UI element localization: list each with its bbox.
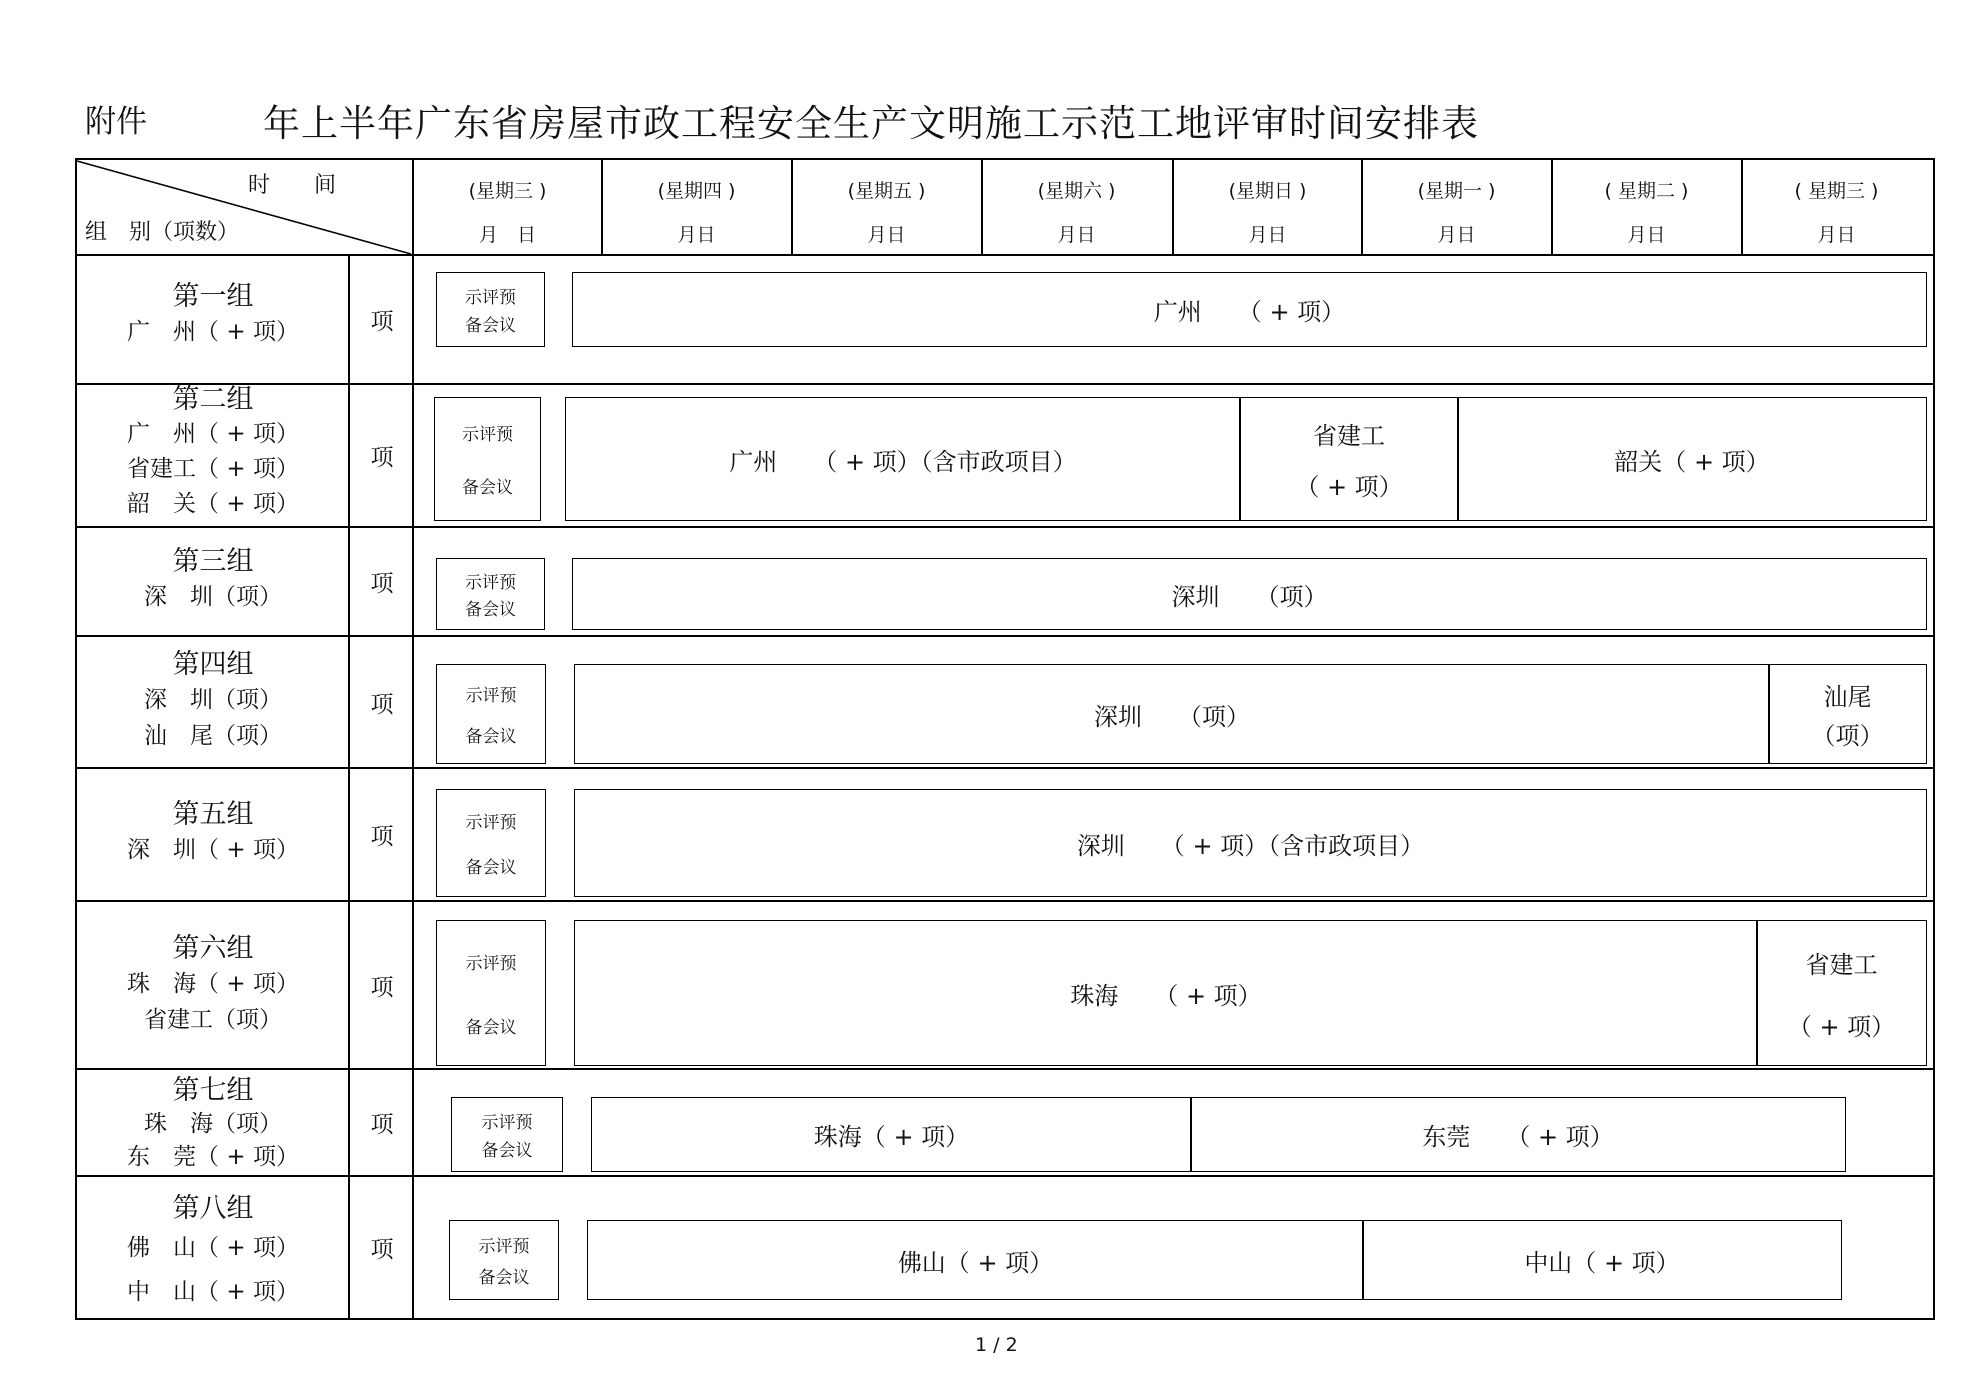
prep-meeting-line1: 示评预 bbox=[465, 686, 517, 706]
day-weekday: (星期日 ) bbox=[1228, 180, 1307, 202]
group-6-label bbox=[78, 932, 348, 1038]
segment-line2: （项） bbox=[1811, 722, 1884, 750]
group-2-label bbox=[78, 383, 348, 522]
day-column-7 bbox=[1552, 158, 1741, 255]
prep-meeting-line2: 备会议 bbox=[462, 478, 513, 498]
schedule-segment: 珠海 （ + 项） bbox=[574, 920, 1758, 1066]
group-name: 第四组 bbox=[172, 649, 254, 680]
day-date: 月日 bbox=[1627, 224, 1666, 246]
segment-line1: 汕尾 bbox=[1823, 683, 1872, 711]
prep-meeting bbox=[451, 1097, 563, 1172]
segment-line2: （ + 项） bbox=[1787, 1012, 1896, 1041]
prep-meeting-line2: 备会议 bbox=[465, 727, 517, 747]
day-weekday: (星期三 ) bbox=[468, 180, 547, 202]
group-count: 项 bbox=[370, 1112, 394, 1138]
group-sub: 佛 山（ + 项） bbox=[127, 1235, 299, 1261]
group-sub: 汕 尾（项） bbox=[144, 723, 282, 749]
schedule-segment: 佛山（ + 项） bbox=[587, 1220, 1364, 1300]
prep-meeting-line2: 备会议 bbox=[481, 1141, 533, 1162]
prep-meeting-line2: 备会议 bbox=[465, 600, 516, 620]
day-date: 月日 bbox=[1817, 224, 1856, 246]
prep-meeting bbox=[436, 558, 545, 630]
prep-meeting-line1: 示评预 bbox=[465, 573, 516, 593]
prep-meeting-line2: 备会议 bbox=[465, 1017, 517, 1038]
group-5-label bbox=[78, 798, 348, 868]
day-date: 月日 bbox=[867, 224, 906, 246]
page-number: 1 / 2 bbox=[975, 1334, 1018, 1356]
prep-meeting-line2: 备会议 bbox=[465, 316, 516, 337]
group-sub: 省建工（ + 项） bbox=[127, 456, 299, 482]
day-weekday: (星期六 ) bbox=[1037, 180, 1116, 202]
schedule-segment: 东莞 （ + 项） bbox=[1190, 1097, 1846, 1172]
day-weekday: ( 星期二 ) bbox=[1604, 180, 1689, 202]
day-date: 月日 bbox=[1057, 224, 1096, 246]
prep-meeting bbox=[436, 789, 546, 897]
group-sub: 珠 海（ + 项） bbox=[127, 971, 299, 997]
group-count: 项 bbox=[370, 571, 394, 597]
group-count: 项 bbox=[370, 691, 394, 718]
prep-meeting bbox=[436, 272, 545, 347]
day-column-1 bbox=[413, 158, 602, 255]
day-date: 月日 bbox=[677, 224, 716, 246]
group-name: 第二组 bbox=[172, 384, 254, 415]
group-count: 项 bbox=[370, 309, 394, 335]
day-weekday: (星期四 ) bbox=[657, 180, 736, 202]
day-column-3 bbox=[792, 158, 981, 255]
group-name: 第一组 bbox=[172, 281, 254, 312]
group-sub: 中 山（ + 项） bbox=[127, 1279, 299, 1305]
group-8-label bbox=[78, 1192, 348, 1314]
schedule-segment: 广州 （ + 项） bbox=[572, 272, 1927, 347]
group-sub: 广 州（ + 项） bbox=[127, 421, 299, 447]
group-count: 项 bbox=[370, 974, 394, 1001]
group-sub: 省建工（项） bbox=[144, 1007, 282, 1033]
prep-meeting bbox=[434, 397, 541, 521]
schedule-segment bbox=[1239, 397, 1459, 521]
prep-meeting-line1: 示评预 bbox=[465, 953, 517, 974]
schedule-segment: 韶关（ + 项） bbox=[1457, 397, 1927, 521]
prep-meeting-line2: 备会议 bbox=[465, 858, 517, 878]
prep-meeting bbox=[436, 920, 546, 1066]
day-weekday: (星期一 ) bbox=[1417, 180, 1496, 202]
group-count: 项 bbox=[370, 1237, 394, 1263]
group-4-label bbox=[78, 648, 348, 754]
schedule-segment bbox=[1756, 920, 1927, 1066]
header-time-label: 时 间 bbox=[248, 173, 337, 198]
page-title: 年上半年广东省房屋市政工程安全生产文明施工示范工地评审时间安排表 bbox=[263, 102, 1479, 145]
group-sub: 珠 海（项） bbox=[144, 1111, 282, 1137]
schedule-segment: 广州 （ + 项）（含市政项目） bbox=[565, 397, 1241, 521]
prep-meeting bbox=[449, 1220, 559, 1300]
schedule-segment: 深圳 （ + 项）（含市政项目） bbox=[574, 789, 1927, 897]
segment-line2: （ + 项） bbox=[1295, 473, 1403, 501]
segment-line1: 省建工 bbox=[1313, 422, 1385, 450]
group-name: 第八组 bbox=[172, 1193, 254, 1224]
group-name: 第五组 bbox=[172, 799, 254, 830]
prep-meeting bbox=[436, 664, 546, 764]
prep-meeting-line1: 示评预 bbox=[481, 1112, 533, 1133]
prep-meeting-line1: 示评预 bbox=[462, 425, 513, 445]
group-sub: 深 圳（项） bbox=[144, 687, 282, 713]
group-name: 第三组 bbox=[172, 546, 254, 577]
group-sub: 广 州（ + 项） bbox=[127, 319, 299, 345]
group-count: 项 bbox=[370, 824, 394, 850]
day-date: 月日 bbox=[1248, 224, 1287, 246]
group-1-label bbox=[78, 280, 348, 350]
day-column-2 bbox=[602, 158, 791, 255]
group-sub: 韶 关（ + 项） bbox=[127, 491, 299, 517]
day-column-5 bbox=[1173, 158, 1362, 255]
attachment-label: 附件 bbox=[85, 104, 147, 140]
day-weekday: (星期五 ) bbox=[847, 180, 926, 202]
day-weekday: ( 星期三 ) bbox=[1794, 180, 1879, 202]
schedule-segment: 中山（ + 项） bbox=[1362, 1220, 1842, 1300]
schedule-segment: 深圳 （项） bbox=[574, 664, 1770, 764]
day-date: 月日 bbox=[1437, 224, 1476, 246]
schedule-segment: 深圳 （项） bbox=[572, 558, 1927, 630]
group-sub: 深 圳（项） bbox=[144, 584, 282, 610]
schedule-segment: 珠海（ + 项） bbox=[591, 1097, 1192, 1172]
header-group-label: 组 别（项数） bbox=[85, 220, 240, 245]
group-name: 第七组 bbox=[172, 1075, 254, 1106]
group-3-label bbox=[78, 545, 348, 615]
day-column-8 bbox=[1742, 158, 1931, 255]
prep-meeting-line1: 示评预 bbox=[465, 287, 516, 308]
prep-meeting-line1: 示评预 bbox=[478, 1237, 530, 1257]
day-column-4 bbox=[982, 158, 1171, 255]
segment-line1: 省建工 bbox=[1805, 950, 1878, 979]
schedule-segment bbox=[1768, 664, 1927, 764]
group-name: 第六组 bbox=[172, 933, 254, 964]
day-date: 月 日 bbox=[478, 224, 536, 246]
group-7-label bbox=[78, 1074, 348, 1174]
group-count: 项 bbox=[370, 445, 394, 471]
group-sub: 东 莞（ + 项） bbox=[127, 1144, 299, 1170]
prep-meeting-line2: 备会议 bbox=[478, 1268, 530, 1288]
group-sub: 深 圳（ + 项） bbox=[127, 837, 299, 863]
day-column-6 bbox=[1362, 158, 1551, 255]
prep-meeting-line1: 示评预 bbox=[465, 813, 517, 833]
